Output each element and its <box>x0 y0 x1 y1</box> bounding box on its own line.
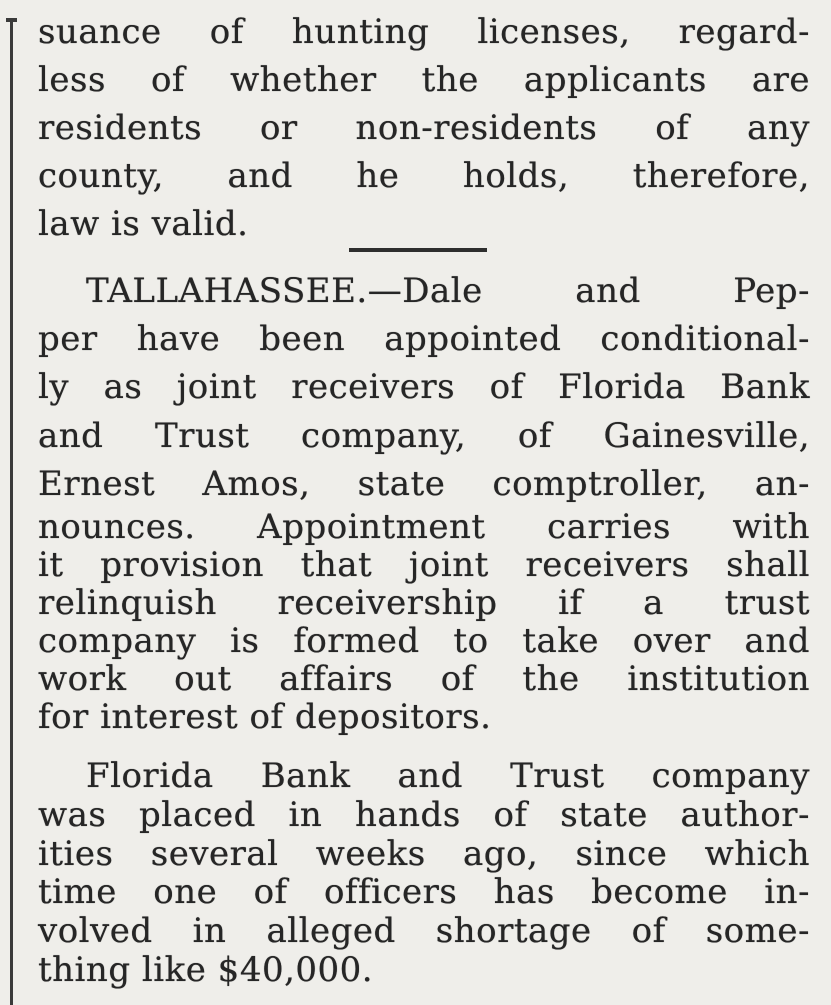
text-line: for interest of depositors. <box>38 696 492 737</box>
text-line: ities several weeks ago, since which <box>38 833 810 874</box>
text-line: volved in alleged shortage of some- <box>38 911 810 952</box>
dateline-line: TALLAHASSEE.—Dale and Pep- <box>86 271 810 311</box>
text-line: work out affairs of the institution <box>38 658 810 699</box>
text-line: Ernest Amos, state comptroller, an- <box>38 463 810 504</box>
text-line: time one of officers has become in- <box>38 872 810 913</box>
text-line: thing like $40,000. <box>38 949 374 990</box>
text-line: suance of hunting licenses, regard- <box>38 12 810 52</box>
text-line: less of whether the applicants are <box>38 60 810 100</box>
text-line: law is valid. <box>38 204 249 244</box>
text-line: county, and he holds, therefore, <box>38 156 810 196</box>
text-line: and Trust company, of Gainesville, <box>38 415 810 456</box>
text-line: per have been appointed conditional- <box>38 319 810 360</box>
text-line: company is formed to take over and <box>38 620 810 661</box>
continuation-paragraph <box>38 8 810 248</box>
text-line: ly as joint receivers of Florida Bank <box>38 367 810 408</box>
followup-paragraph <box>38 757 810 990</box>
text-line: residents or non-residents of any <box>38 108 810 148</box>
text-line: was placed in hands of state author- <box>38 794 810 835</box>
tallahassee-paragraph <box>38 267 810 736</box>
text-line: it provision that joint receivers shall <box>38 544 810 585</box>
column-rule <box>10 18 13 1005</box>
text-line: nounces. Appointment carries with <box>38 506 810 547</box>
article-separator <box>349 248 487 252</box>
text-line: Florida Bank and Trust company <box>86 756 810 796</box>
text-line: relinquish receivership if a trust <box>38 582 810 623</box>
